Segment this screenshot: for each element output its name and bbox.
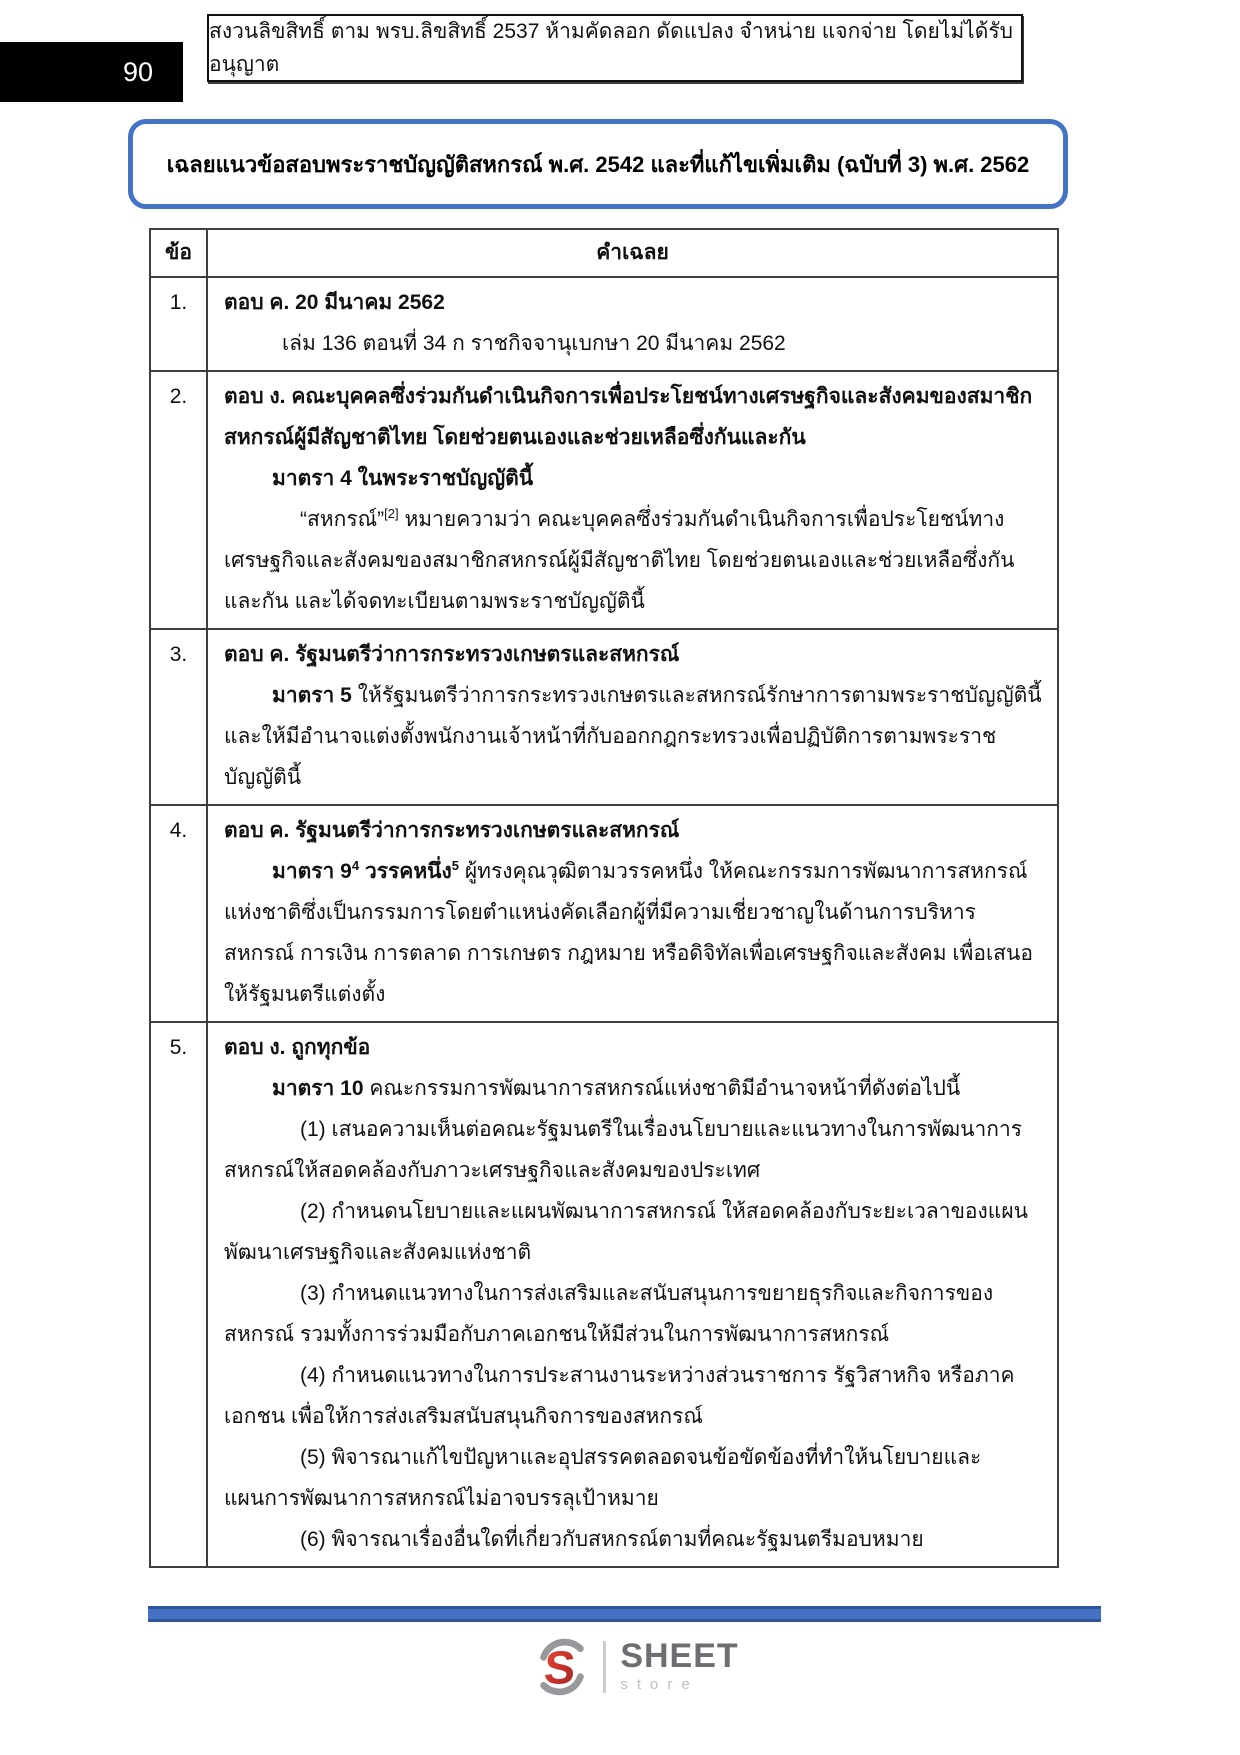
answer-paragraph: ตอบ ง. คณะบุคคลซึ่งร่วมกันดำเนินกิจการเพื่อประโยชน์ทางเศรษฐกิจและสังคมของสมาชิกสหกรณ์ผู้มีสัญชาติไทย โดยช่วยตนเองและช่วยเหลือซึ่งกันและกัน <box>224 385 1033 449</box>
answer-cell <box>208 372 1057 628</box>
page-number-box <box>0 42 183 102</box>
answer-cell <box>208 630 1057 804</box>
logo-divider <box>603 1641 606 1693</box>
table-row <box>151 628 1057 804</box>
answer-paragraph: เล่ม 136 ตอนที่ 34 ก ราชกิจจานุเบกษา 20 มีนาคม 2562 <box>282 332 786 355</box>
table-header-row <box>151 230 1057 276</box>
header-cell-answer: คำเฉลย <box>596 241 669 264</box>
logo-subtitle: store <box>620 1676 699 1693</box>
answer-paragraph: (5) พิจารณาแก้ไขปัญหาและอุปสรรคตลอดจนข้อขัดข้องที่ทำให้นโยบายและแผนการพัฒนาการสหกรณ์ไม่อาจบรรลุเป้าหมาย <box>224 1446 982 1510</box>
logo-texts <box>620 1639 738 1695</box>
logo-group <box>531 1636 738 1698</box>
page-number: 90 <box>122 56 153 87</box>
answer-cell <box>208 806 1057 1021</box>
row-number: 4. <box>151 806 208 1021</box>
table-row <box>151 804 1057 1021</box>
answer-table <box>149 228 1059 1568</box>
row-number: 5. <box>151 1023 208 1566</box>
answer-paragraph: (3) กำหนดแนวทางในการส่งเสริมและสนับสนุนการขยายธุรกิจและกิจการของสหกรณ์ รวมทั้งการร่วมมือกับภาคเอกชนให้มีส่วนในการพัฒนาการสหกรณ์ <box>224 1282 994 1346</box>
answer-paragraph: ตอบ ค. รัฐมนตรีว่าการกระทรวงเกษตรและสหกรณ์ <box>224 643 680 666</box>
table-row <box>151 1021 1057 1566</box>
answer-paragraph: ตอบ ง. ถูกทุกข้อ <box>224 1036 371 1059</box>
answer-paragraph: มาตรา 4 ในพระราชบัญญัตินี้ <box>272 467 534 490</box>
answer-paragraph: (6) พิจารณาเรื่องอื่นใดที่เกี่ยวกับสหกรณ์ตามที่คณะรัฐมนตรีมอบหมาย <box>300 1528 924 1551</box>
answer-paragraph: มาตรา $9^4$ วรรคหนึ่ง$^5$ ผู้ทรงคุณวุฒิตามวรรคหนึ่ง ให้คณะกรรมการพัฒนาการสหกรณ์แห่งชาติซึ่งเป็นกรรมการโดยตำแหน่งคัดเลือกผู้ที่มีความเชี่ยวชาญในด้านการบริหารสหกรณ์ การเงิน การตลาด การเกษตร กฎหมาย หรือดิจิทัลเพื่อเศรษฐกิจและสังคม เพื่อเสนอให้รัฐมนตรีแต่งตั้ง <box>224 858 1033 1006</box>
answer-paragraph: มาตรา 10 คณะกรรมการพัฒนาการสหกรณ์แห่งชาติมีอำนาจหน้าที่ดังต่อไปนี้ <box>272 1077 961 1100</box>
row-number: 2. <box>151 372 208 628</box>
svg-text:S: S <box>542 1641 578 1694</box>
answer-paragraph: ตอบ ค. 20 มีนาคม 2562 <box>224 291 445 314</box>
row-number: 1. <box>151 278 208 370</box>
header-cell-no: ข้อ <box>151 230 208 276</box>
answer-paragraph: (2) กำหนดนโยบายและแผนพัฒนาการสหกรณ์ ให้สอดคล้องกับระยะเวลาของแผนพัฒนาเศรษฐกิจและสังคมแห่งชาติ <box>224 1200 1028 1264</box>
answer-paragraph: (1) เสนอความเห็นต่อคณะรัฐมนตรีในเรื่องนโยบายและแนวทางในการพัฒนาการสหกรณ์ให้สอดคล้องกับภาวะเศรษฐกิจและสังคมของประเทศ <box>224 1118 1023 1182</box>
sheet-store-logo <box>0 1636 1240 1698</box>
answer-paragraph: ตอบ ค. รัฐมนตรีว่าการกระทรวงเกษตรและสหกรณ์ <box>224 819 680 842</box>
sheet-store-s-icon <box>531 1636 593 1698</box>
answer-paragraph: “สหกรณ์”[2] หมายความว่า คณะบุคคลซึ่งร่วมกันดำเนินกิจการเพื่อประโยชน์ทางเศรษฐกิจและสังคมของสมาชิกสหกรณ์ผู้มีสัญชาติไทย โดยช่วยตนเองและช่วยเหลือซึ่งกันและกัน และได้จดทะเบียนตามพระราชบัญญัตินี้ <box>224 506 1015 613</box>
answer-cell <box>208 278 1057 370</box>
answer-paragraph: มาตรา 5 ให้รัฐมนตรีว่าการกระทรวงเกษตรและสหกรณ์รักษาการตามพระราชบัญญัตินี้ และให้มีอำนาจแต่งตั้งพนักงานเจ้าหน้าที่กับออกกฎกระทรวงเพื่อปฏิบัติการตามพระราชบัญญัตินี้ <box>224 684 1042 789</box>
table-row <box>151 370 1057 628</box>
answer-cell <box>208 1023 1057 1566</box>
copyright-box <box>207 14 1023 82</box>
answer-paragraph: (4) กำหนดแนวทางในการประสานงานระหว่างส่วนราชการ รัฐวิสาหกิจ หรือภาคเอกชน เพื่อให้การส่งเสริมสนับสนุนกิจการของสหกรณ์ <box>224 1364 1015 1428</box>
table-row <box>151 276 1057 370</box>
title-box <box>128 119 1068 209</box>
page-title: เฉลยแนวข้อสอบพระราชบัญญัติสหกรณ์ พ.ศ. 2542 และที่แก้ไขเพิ่มเติม (ฉบับที่ 3) พ.ศ. 2562 <box>166 151 1030 177</box>
footer-divider-bar <box>148 1606 1101 1622</box>
copyright-notice: สงวนลิขสิทธิ์ ตาม พรบ.ลิขสิทธิ์ 2537 ห้ามคัดลอก ดัดแปลง จำหน่าย แจกจ่าย โดยไม่ได้รับอนุญาต <box>209 20 1013 76</box>
logo-name: SHEET <box>620 1637 739 1675</box>
row-number: 3. <box>151 630 208 804</box>
